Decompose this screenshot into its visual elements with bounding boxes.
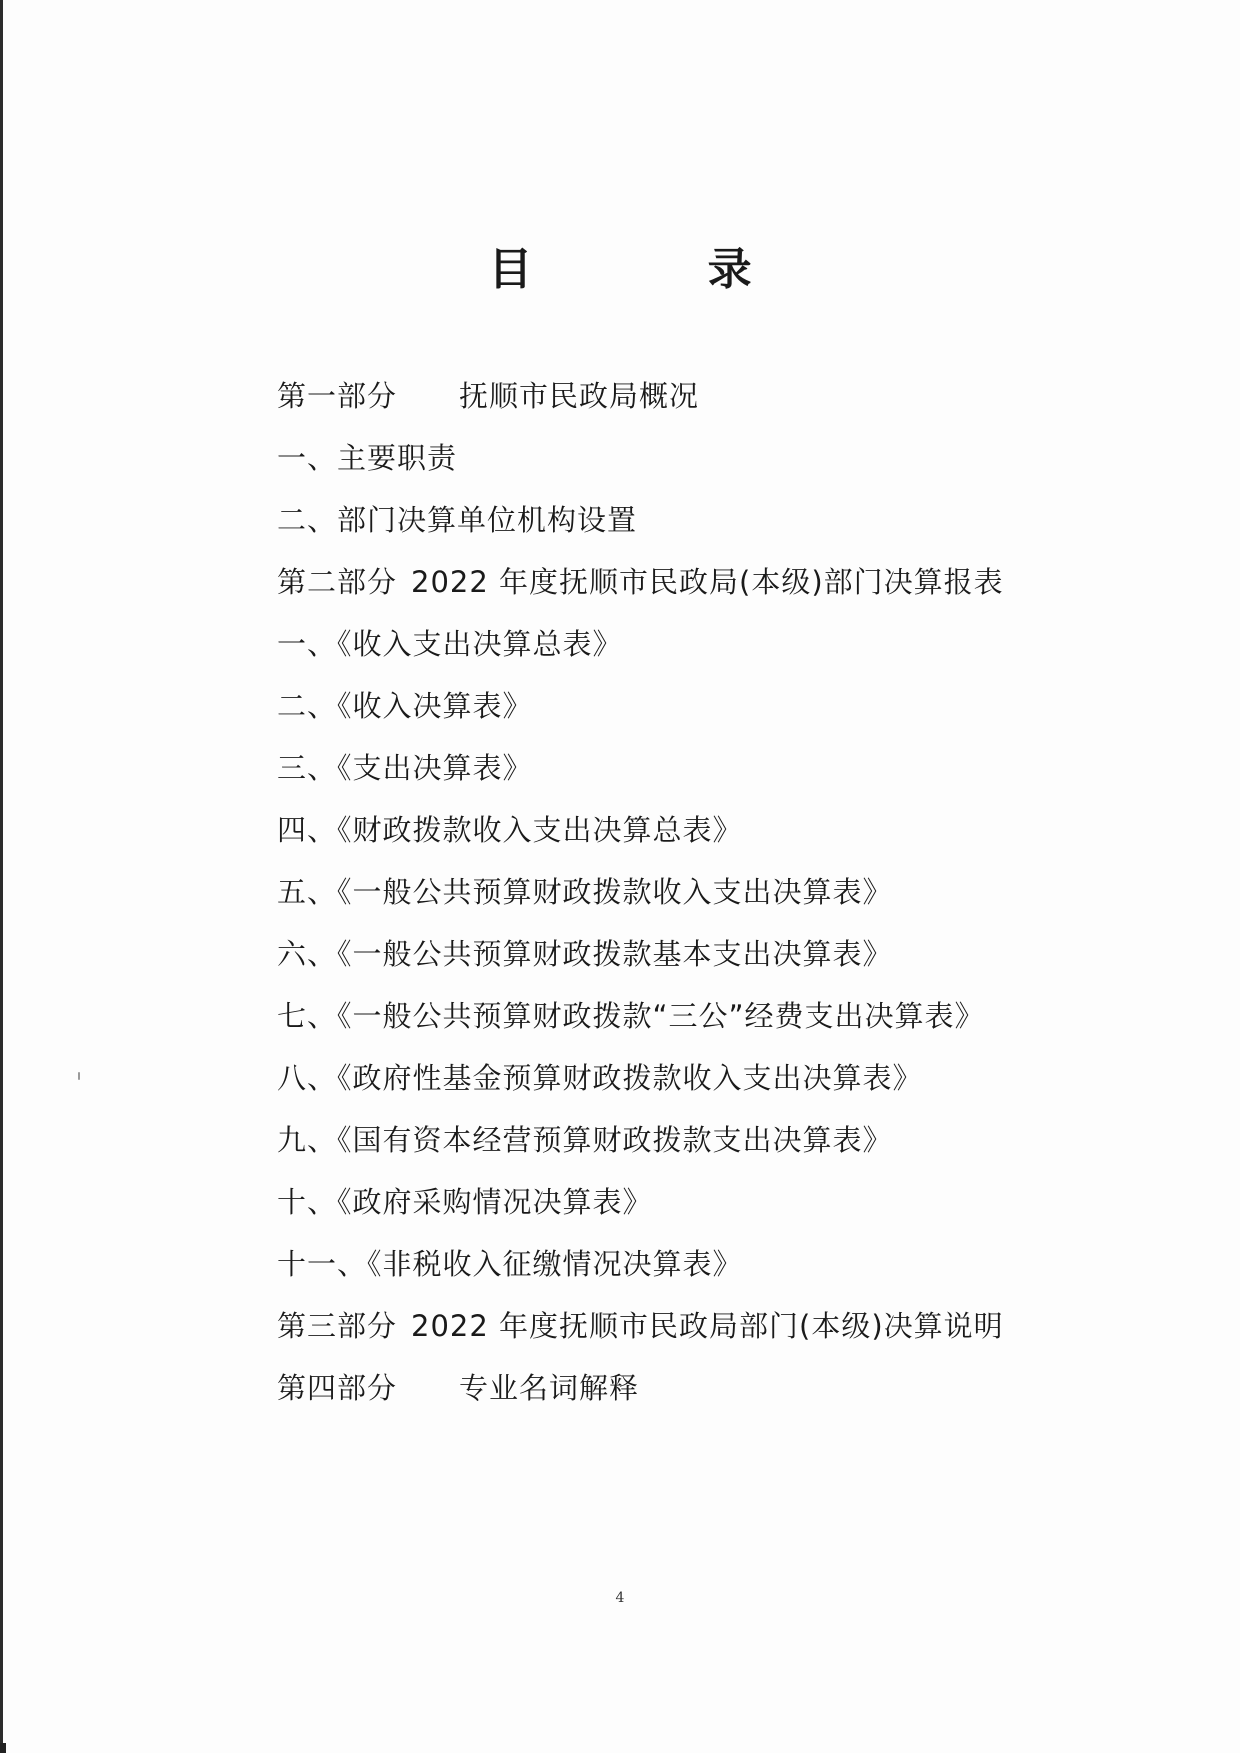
- toc-entry: [277, 551, 1077, 613]
- toc-entry: [277, 1357, 1077, 1419]
- toc-entry-text: 八、《政府性基金预算财政拨款收入支出决算表》: [277, 1061, 923, 1095]
- toc-entry: [277, 365, 1077, 427]
- toc-entry-text: 2022 年度抚顺市民政局部门(本级)决算说明: [411, 1309, 1004, 1343]
- scan-corner-mark: [0, 1743, 6, 1753]
- toc-entry-text: 十、《政府采购情况决算表》: [277, 1185, 653, 1219]
- toc-entry-text: 二、《收入决算表》: [277, 689, 533, 723]
- toc-entry: [277, 923, 1077, 985]
- toc-entry-text: 一、《收入支出决算总表》: [277, 627, 623, 661]
- toc-part-label: 第四部分: [277, 1371, 398, 1405]
- toc-entry-text: 六、《一般公共预算财政拨款基本支出决算表》: [277, 937, 893, 971]
- toc-entry-text: 七、《一般公共预算财政拨款“三公”经费支出决算表》: [277, 999, 985, 1033]
- toc-entry: [277, 1047, 1077, 1109]
- toc-entry-text: 三、《支出决算表》: [277, 751, 533, 785]
- toc-part-label: 第二部分: [277, 565, 398, 599]
- table-of-contents: [277, 365, 1077, 1419]
- page-title: 目 录: [488, 244, 832, 295]
- toc-entry-text: 2022 年度抚顺市民政局(本级)部门决算报表: [411, 565, 1004, 599]
- toc-entry-text: 一、主要职责: [277, 441, 458, 475]
- toc-entry: [277, 1295, 1077, 1357]
- toc-entry: [277, 1109, 1077, 1171]
- toc-entry: [277, 1233, 1077, 1295]
- toc-entry: [277, 799, 1077, 861]
- toc-part-label: 第三部分: [277, 1309, 398, 1343]
- toc-entry: [277, 489, 1077, 551]
- toc-entry-text: 五、《一般公共预算财政拨款收入支出决算表》: [277, 875, 893, 909]
- toc-entry: [277, 737, 1077, 799]
- toc-entry-text: 抚顺市民政局概况: [459, 379, 700, 413]
- toc-entry-text: 四、《财政拨款收入支出决算总表》: [277, 813, 743, 847]
- toc-entry-text: 专业名词解释: [459, 1371, 640, 1405]
- toc-entry: [277, 1171, 1077, 1233]
- page-number: 4: [615, 1590, 625, 1606]
- toc-entry-text: 十一、《非税收入征缴情况决算表》: [277, 1247, 743, 1281]
- toc-entry: [277, 985, 1077, 1047]
- toc-entry: [277, 427, 1077, 489]
- toc-entry: [277, 861, 1077, 923]
- toc-part-label: 第一部分: [277, 379, 398, 413]
- toc-entry-text: 二、部门决算单位机构设置: [277, 503, 638, 537]
- toc-entry-text: 九、《国有资本经营预算财政拨款支出决算表》: [277, 1123, 893, 1157]
- toc-entry: [277, 613, 1077, 675]
- scan-speck: [78, 1072, 80, 1080]
- toc-entry: [277, 675, 1077, 737]
